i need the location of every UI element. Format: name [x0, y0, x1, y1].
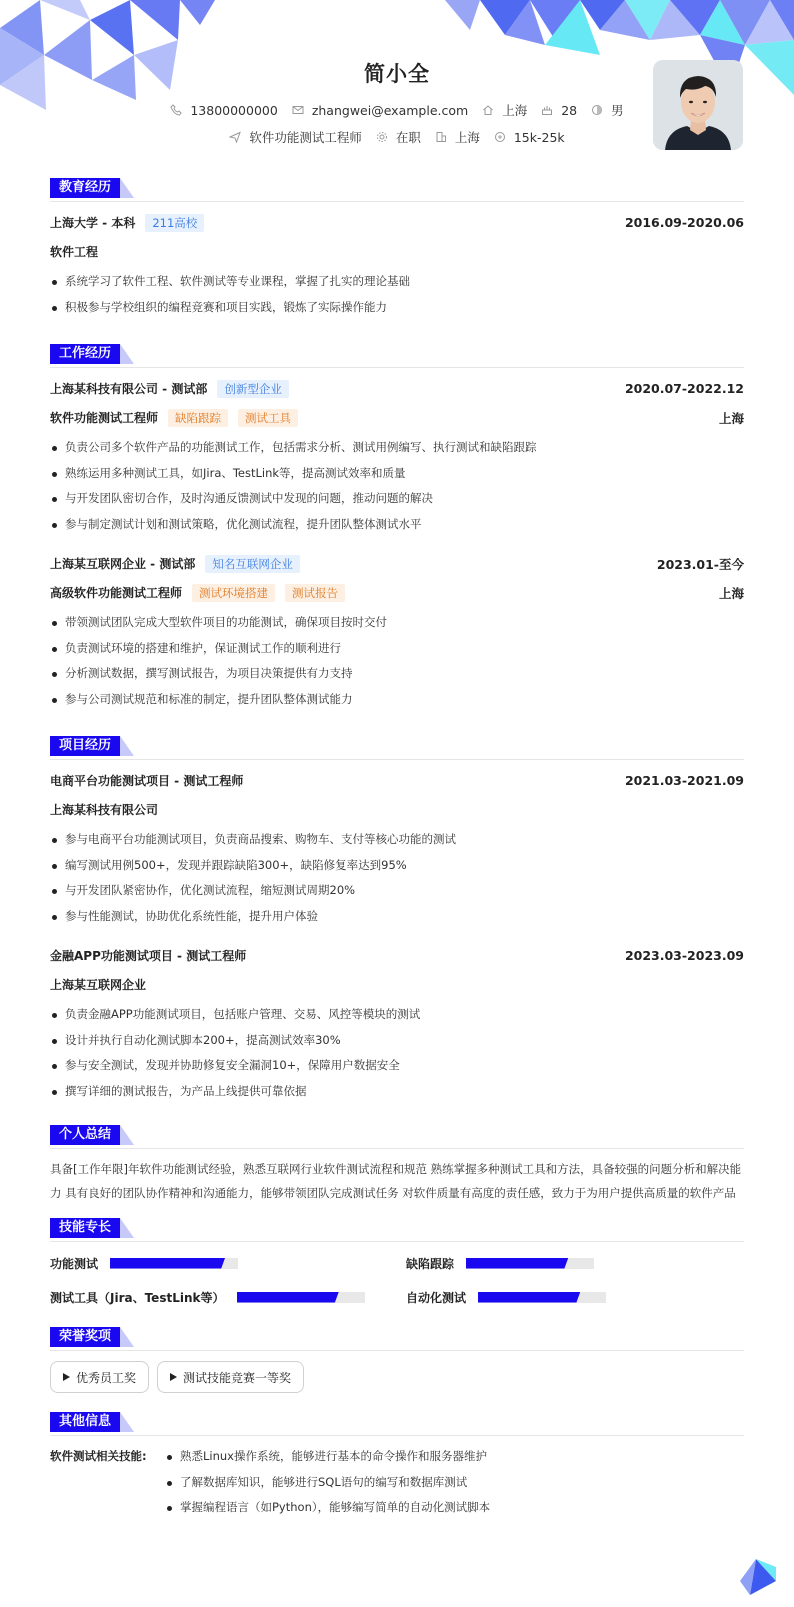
list-item: 了解数据库知识，能够进行SQL语句的编写和数据库测试: [165, 1470, 490, 1496]
work-city: 上海: [718, 410, 744, 426]
work-bullets: [50, 435, 744, 537]
education-title: 教育经历: [50, 178, 120, 198]
skills-grid: [50, 1252, 744, 1308]
salary-text: 15k-25k: [513, 129, 565, 145]
location-info: [482, 101, 527, 119]
education-entry-header: [50, 208, 744, 237]
other-skills-block: [50, 1444, 744, 1521]
work-period: 2023.01-至今: [656, 556, 744, 572]
salary-info: [494, 130, 565, 145]
target-city-info: [435, 128, 480, 146]
other-title: 其他信息: [50, 1412, 120, 1432]
project-name-group: [50, 947, 246, 964]
education-school-group: [50, 214, 204, 232]
work-role-group: [50, 409, 298, 427]
work-company-group: [50, 555, 300, 573]
skills-section: [50, 1215, 744, 1308]
projects-section: [50, 733, 744, 1104]
school-name: 上海大学 - 本科: [50, 216, 136, 230]
list-item: 带领测试团队完成大型软件项目的功能测试，确保项目按时交付: [50, 610, 744, 636]
title-tail-decoration: [120, 1125, 134, 1145]
other-skills-bullets: [165, 1444, 490, 1521]
work-section: [50, 341, 744, 712]
education-section: [50, 175, 744, 320]
phone-info: [170, 103, 277, 118]
phone-number: 13800000000: [190, 102, 278, 118]
mail-icon: [292, 104, 304, 116]
work-header: [50, 341, 744, 368]
list-item: 熟悉Linux操作系统，能够进行基本的命令操作和服务器维护: [165, 1444, 490, 1470]
education-major-group: [50, 243, 98, 260]
honors-section: [50, 1324, 744, 1395]
location-text: 上海: [502, 103, 528, 118]
work-title: 工作经历: [50, 344, 120, 364]
role-tag: 测试工具: [238, 409, 298, 427]
company-tag: 创新型企业: [217, 380, 289, 398]
list-item: 参与制定测试计划和测试策略，优化测试流程，提升团队整体测试水平: [50, 512, 744, 538]
gender-icon: [591, 104, 603, 116]
gear-icon: [376, 131, 388, 143]
work-entry-header: [50, 549, 744, 578]
award-name: 优秀员工奖: [76, 1370, 137, 1385]
summary-text: 具备[工作年限]年软件功能测试经验，熟悉互联网行业软件测试流程和规范 熟练掌握多种测试工具和方法，具备较强的问题分析和解决能力 具有良好的团队协作精神和沟通能力，能够带领团队完成测试任务 对软件质量有高度的责任感，致力于为用户提供高质量的软件产品: [50, 1162, 742, 1200]
skills-header: [50, 1215, 744, 1242]
project-name: 电商平台功能测试项目 - 测试工程师: [50, 774, 244, 788]
title-tail-decoration: [120, 1327, 134, 1347]
education-bullets: [50, 269, 744, 320]
building-icon: [435, 131, 447, 143]
project-company-group: [50, 976, 146, 993]
skill-item: [50, 1252, 406, 1274]
work-entry: [50, 549, 744, 712]
list-item: 与开发团队密切合作，及时沟通反馈测试中发现的问题，推动问题的解决: [50, 486, 744, 512]
send-icon: [229, 131, 241, 143]
project-name-group: [50, 772, 243, 789]
work-city: 上海: [718, 585, 744, 601]
skill-name: 功能测试: [50, 1256, 99, 1271]
skills-title: 技能专长: [50, 1218, 120, 1238]
skill-bar-fill: [237, 1292, 339, 1303]
skill-name: 缺陷跟踪: [406, 1256, 455, 1271]
company-tag: 知名互联网企业: [205, 555, 300, 573]
list-item: 设计并执行自动化测试脚本200+，提高测试效率30%: [50, 1028, 744, 1054]
skill-item: [406, 1286, 706, 1308]
major-name: 软件工程: [50, 245, 99, 259]
award-badge: [157, 1361, 304, 1393]
skill-bar: [478, 1292, 606, 1303]
list-item: 参与电商平台功能测试项目，负责商品搜索、购物车、支付等核心功能的测试: [50, 827, 744, 853]
project-company: 上海某互联网企业: [50, 978, 147, 992]
list-item: 负责金融APP功能测试项目，包括账户管理、交易、风控等模块的测试: [50, 1002, 744, 1028]
gender-info: [591, 101, 624, 119]
title-tail-decoration: [120, 736, 134, 756]
work-period: 2020.07-2022.12: [624, 381, 744, 396]
email-address: zhangwei@example.com: [311, 102, 469, 118]
play-arrow-icon: [63, 1373, 70, 1381]
project-entry-header: [50, 941, 744, 970]
project-bullets: [50, 1002, 744, 1104]
cake-icon: [541, 104, 553, 116]
title-tail-decoration: [120, 344, 134, 364]
company-name: 上海某科技有限公司 - 测试部: [50, 382, 208, 396]
education-period: 2016.09-2020.06: [624, 215, 744, 230]
award-name: 测试技能竞赛一等奖: [183, 1370, 292, 1385]
skill-bar: [237, 1292, 365, 1303]
work-role-line: [50, 578, 744, 607]
list-item: 撰写详细的测试报告，为产品上线提供可靠依据: [50, 1079, 744, 1105]
education-major-line: [50, 237, 744, 266]
project-name: 金融APP功能测试项目 - 测试工程师: [50, 949, 247, 963]
work-role-line: [50, 403, 744, 432]
title-tail-decoration: [120, 1412, 134, 1432]
project-period: 2023.03-2023.09: [624, 948, 744, 963]
phone-icon: [170, 104, 182, 116]
project-entry: [50, 941, 744, 1104]
home-icon: [482, 104, 494, 116]
work-role-group: [50, 584, 345, 602]
list-item: 掌握编程语言（如Python），能够编写简单的自动化测试脚本: [165, 1495, 490, 1521]
education-entry: [50, 208, 744, 320]
list-item: 负责测试环境的搭建和维护，保证测试工作的顺利进行: [50, 636, 744, 662]
email-info: [292, 103, 468, 118]
list-item: 积极参与学校组织的编程竞赛和项目实践，锻炼了实际操作能力: [50, 295, 744, 321]
list-item: 与开发团队紧密协作，优化测试流程，缩短测试周期20%: [50, 878, 744, 904]
list-item: 参与公司测试规范和标准的制定，提升团队整体测试能力: [50, 687, 744, 713]
list-item: 分析测试数据，撰写测试报告，为项目决策提供有力支持: [50, 661, 744, 687]
title-tail-decoration: [120, 1218, 134, 1238]
skill-bar-fill: [478, 1292, 580, 1303]
status-text: 在职: [395, 130, 421, 145]
list-item: 系统学习了软件工程、软件测试等专业课程，掌握了扎实的理论基础: [50, 269, 744, 295]
projects-header: [50, 733, 744, 760]
job-title-info: [229, 128, 362, 146]
skill-item: [50, 1286, 406, 1308]
skill-bar: [110, 1258, 238, 1269]
gender-text: 男: [611, 103, 624, 118]
skill-item: [406, 1252, 706, 1274]
honors-header: [50, 1324, 744, 1351]
awards-list: [50, 1361, 744, 1395]
summary-section: [50, 1122, 744, 1205]
work-entry: [50, 374, 744, 537]
avatar-portrait-icon: [653, 60, 743, 150]
summary-header: [50, 1122, 744, 1149]
work-company-group: [50, 380, 289, 398]
list-item: 参与性能测试，协助优化系统性能，提升用户体验: [50, 904, 744, 930]
skill-bar-fill: [466, 1258, 568, 1269]
project-company-line: [50, 970, 744, 999]
projects-title: 项目经历: [50, 736, 120, 756]
project-bullets: [50, 827, 744, 929]
role-tag: 缺陷跟踪: [168, 409, 228, 427]
project-period: 2021.03-2021.09: [624, 773, 744, 788]
project-entry: [50, 766, 744, 929]
profile-header: [0, 0, 794, 170]
role-tag: 测试环境搭建: [192, 584, 275, 602]
role-name: 软件功能测试工程师: [50, 411, 159, 425]
age-info: [541, 103, 577, 118]
role-name: 高级软件功能测试工程师: [50, 586, 183, 600]
work-entry-header: [50, 374, 744, 403]
age-text: 28: [561, 102, 578, 118]
other-header: [50, 1409, 744, 1436]
list-item: 编写测试用例500+，发现并跟踪缺陷300+，缺陷修复率达到95%: [50, 853, 744, 879]
list-item: 熟练运用多种测试工具，如Jira、TestLink等，提高测试效率和质量: [50, 461, 744, 487]
project-company-group: [50, 801, 158, 818]
summary-title: 个人总结: [50, 1125, 120, 1145]
project-company: 上海某科技有限公司: [50, 803, 159, 817]
target-city-text: 上海: [454, 130, 480, 145]
job-title-text: 软件功能测试工程师: [249, 130, 362, 145]
list-item: 参与安全测试，发现并协助修复安全漏洞10+，保障用户数据安全: [50, 1053, 744, 1079]
skill-bar-fill: [110, 1258, 225, 1269]
award-badge: [50, 1361, 149, 1393]
corner-triangle-decoration: [740, 1559, 776, 1595]
school-tag: 211高校: [145, 214, 204, 232]
list-item: 负责公司多个软件产品的功能测试工作，包括需求分析、测试用例编写、执行测试和缺陷跟踪: [50, 435, 744, 461]
play-arrow-icon: [170, 1373, 177, 1381]
title-tail-decoration: [120, 178, 134, 198]
coin-icon: [494, 131, 506, 143]
other-section: [50, 1409, 744, 1521]
project-company-line: [50, 795, 744, 824]
status-info: [376, 128, 421, 146]
work-bullets: [50, 610, 744, 712]
candidate-name: 简小全: [364, 62, 430, 86]
other-skills-label: 软件测试相关技能:: [50, 1449, 147, 1463]
honors-title: 荣誉奖项: [50, 1327, 120, 1347]
skill-name: 自动化测试: [406, 1290, 467, 1305]
skill-bar: [466, 1258, 594, 1269]
role-tag: 测试报告: [285, 584, 345, 602]
skill-name: 测试工具（Jira、TestLink等）: [50, 1290, 225, 1305]
company-name: 上海某互联网企业 - 测试部: [50, 557, 196, 571]
avatar: [653, 60, 743, 150]
education-header: [50, 175, 744, 202]
project-entry-header: [50, 766, 744, 795]
